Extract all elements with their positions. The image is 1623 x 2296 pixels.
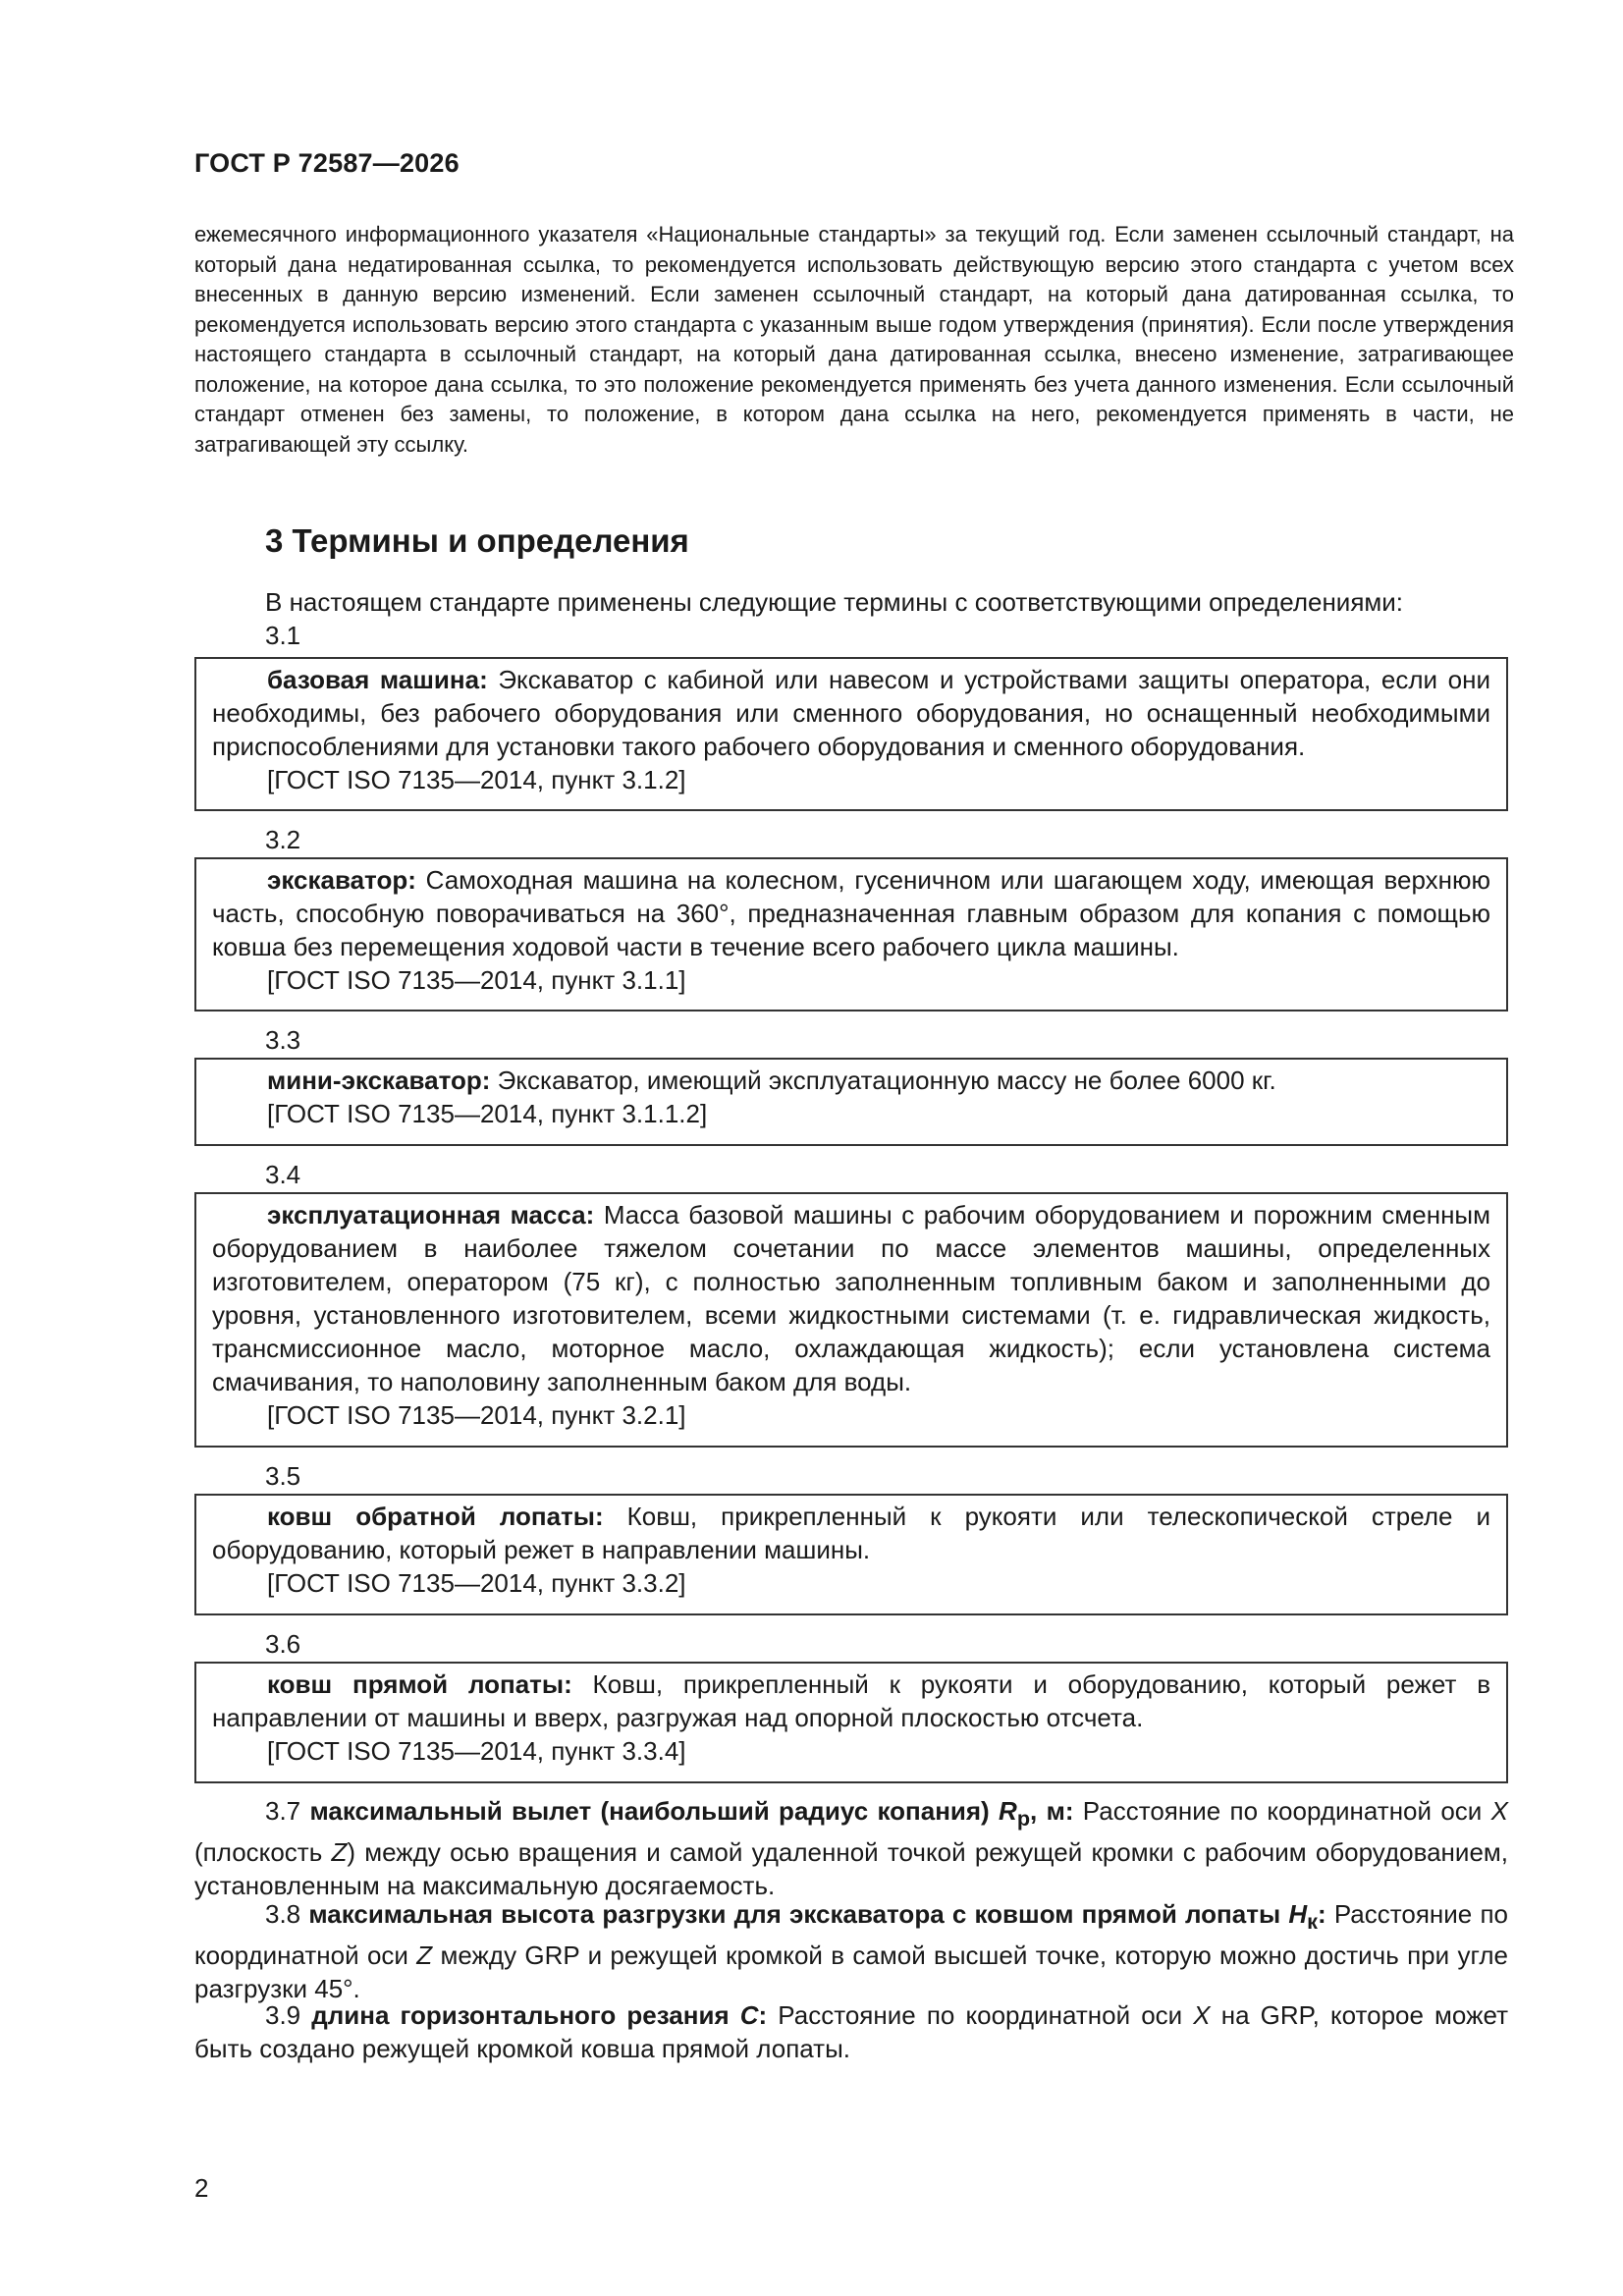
section-title: 3 Термины и определения [265,522,689,559]
term-number: 3.7 [265,1796,301,1826]
term-name: длина горизонтального резания C: [311,2000,768,2030]
term-box [194,857,1508,1011]
term-definition [212,863,1490,963]
term-source: [ГОСТ ISO 7135—2014, пункт 3.1.1.2] [267,1099,708,1128]
term-number: 3.3 [265,1025,301,1055]
term-source: [ГОСТ ISO 7135—2014, пункт 3.1.1] [267,965,686,995]
intro-paragraph: ежемесячного информационного указателя «Национальные стандарты» за текущий год. Если заменен ссылочный стандарт, на который дана недатированная ссылка, то рекомендуется использовать действующую версию этого стандарта с учетом всех внесенных в данную версию изменений. Если заменен ссылочный стандарт, на который дана датированная ссылка, то рекомендуется использовать версию этого стандарта с указанным выше годом утверждения (принятия). Если после утверждения настоящего стандарта в ссылочный стандарт, на который дана датированная ссылка, внесено изменение, затрагивающее положение, на которое дана ссылка, то это положение рекомендуется применять без учета данного изменения. Если ссылочный стандарт отменен без замены, то положение, в котором дана ссылка на него, рекомендуется применять в части, не затрагивающей эту ссылку. [194,222,1514,457]
term-name: максимальный вылет (наибольший радиус копания) $R_p$, м: [309,1796,1074,1831]
term-number: 3.1 [265,621,301,650]
term-number: 3.8 [265,1899,301,1929]
term-number: 3.5 [265,1461,301,1491]
term-name: эксплуатационная масса: [267,1200,595,1230]
definition-text: Ковш, прикрепленный к рукояти и оборудованию, который режет в направлении от машины и вверх, разгружая над опорной плоскостью отсчета. [212,1669,1491,1732]
term-name: ковш обратной лопаты: [267,1502,604,1531]
page-number: 2 [194,2173,209,2203]
term-source: [ГОСТ ISO 7135—2014, пункт 3.1.2] [267,765,686,794]
term-number: 3.2 [265,825,301,854]
definition-text: Экскаватор, имеющий эксплуатационную массу не более 6000 кг. [490,1066,1276,1095]
term-source: [ГОСТ ISO 7135—2014, пункт 3.3.2] [267,1568,686,1598]
term-number: 3.9 [265,2000,301,2030]
term-name: экскаватор: [267,865,416,895]
term-definition [212,1500,1490,1566]
term-name: базовая машина: [267,665,488,694]
definition-text: Экскаватор с кабиной или навесом и устройствами защиты оператора, если они необходимы, без рабочего оборудования или сменного оборудования, но оснащенный необходимыми приспособлениями для установки такого рабочего оборудования и сменного оборудования. [212,665,1490,761]
term-paragraph-3-7: 3.7 максимальный вылет (наибольший радиус копания) $R_p$, м: Расстояние по координатной оси X (плоскость Z) между осью вращения и самой удаленной точкой режущей кромки с рабочим оборудованием, установленным на максимальную досягаемость. [194,1796,1508,1901]
definition-text: Ковш, прикрепленный к рукояти или телескопической стреле и оборудованию, который режет в направлении машины. [212,1502,1490,1564]
term-definition [212,1667,1490,1734]
term-paragraph-3-8: 3.8 максимальная высота разгрузки для экскаватора с ковшом прямой лопаты $H_к$: Расстояние по координатной оси Z между GRP и режущей кромкой в самой высшей точке, которую можно достичь при угле разгрузки 45°. [194,1899,1508,2004]
document-header: ГОСТ Р 72587—2026 [194,148,460,178]
term-name: максимальная высота разгрузки для экскаватора с ковшом прямой лопаты $H_к$: [308,1899,1326,1935]
term-definition [212,663,1490,763]
term-box [194,657,1508,811]
term-definition [212,1064,1490,1097]
term-name: ковш прямой лопаты: [267,1669,572,1699]
term-box [194,1662,1508,1783]
term-box [194,1058,1508,1146]
term-box [194,1494,1508,1615]
term-number: 3.6 [265,1629,301,1659]
term-name: мини-экскаватор: [267,1066,491,1095]
term-number: 3.4 [265,1160,301,1189]
term-source: [ГОСТ ISO 7135—2014, пункт 3.2.1] [267,1400,686,1430]
term-box [194,1192,1508,1448]
term-paragraph-3-9: 3.9 длина горизонтального резания C: Расстояние по координатной оси X на GRP, которое может быть создано режущей кромкой ковша прямой лопаты. [194,2000,1508,2063]
definition-text: Самоходная машина на колесном, гусеничном или шагающем ходу, имеющая верхнюю часть, способную поворачиваться на 360°, предназначенная главным образом для копания с помощью ковша без перемещения ходовой части в течение всего рабочего цикла машины. [212,865,1490,961]
definition-text: Масса базовой машины с рабочим оборудованием и порожним сменным оборудованием в наиболее тяжелом сочетании по массе элементов машины, определенных изготовителем, оператором (75 кг), с полностью заполненным топливным баком и заполненными до уровня, установленного изготовителем, всеми жидкостными системами (т. е. гидравлическая жидкость, трансмиссионное масло, моторное масло, охлаждающая жидкость); если установлена система смачивания, то наполовину заполненным баком для воды. [212,1200,1490,1396]
term-definition [212,1198,1490,1398]
lead-paragraph: В настоящем стандарте применены следующие термины с соответствующими определениями: [265,587,1404,617]
term-source: [ГОСТ ISO 7135—2014, пункт 3.3.4] [267,1736,686,1766]
